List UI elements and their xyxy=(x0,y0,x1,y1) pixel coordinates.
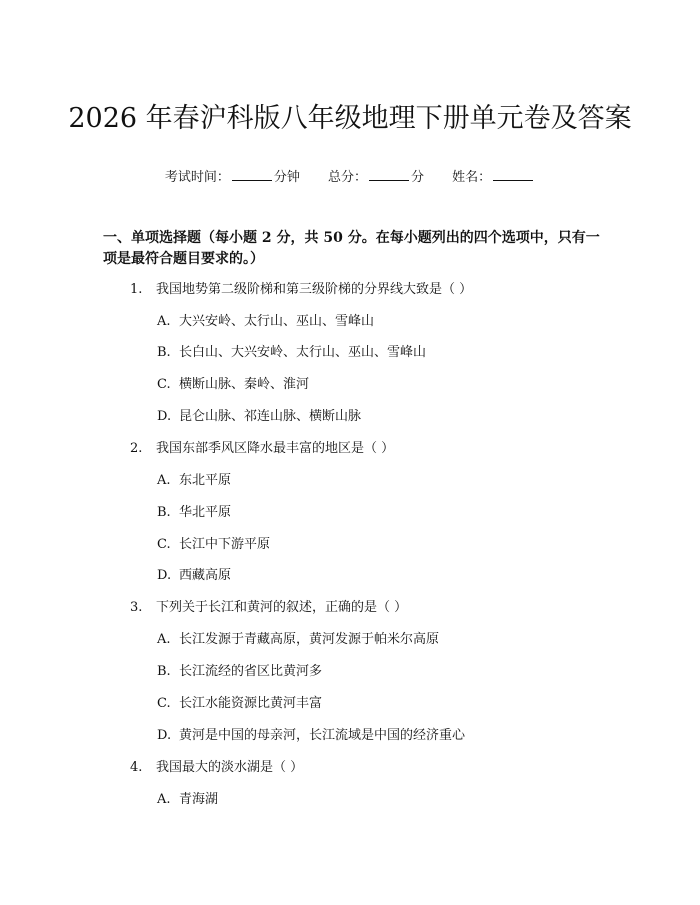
option-letter: B. xyxy=(157,345,171,360)
score-unit: 分 xyxy=(411,170,425,185)
option-text: 青海湖 xyxy=(179,792,219,807)
option-text: 长江发源于青藏高原，黄河发源于帕米尔高原 xyxy=(179,632,440,647)
option-1c xyxy=(157,376,309,394)
option-1a xyxy=(157,313,374,331)
option-2d xyxy=(157,567,231,585)
question-text: 我国最大的淡水湖是（ ） xyxy=(156,760,304,775)
option-letter: B. xyxy=(157,505,171,520)
page-title: 2026 年春沪科版八年级地理下册单元卷及答案 xyxy=(68,103,632,135)
option-2b xyxy=(157,504,231,522)
score-label: 总分： xyxy=(327,170,367,185)
option-text: 长江中下游平原 xyxy=(179,537,271,552)
name-field xyxy=(452,168,535,187)
exam-meta xyxy=(0,168,700,187)
option-2a xyxy=(157,472,231,490)
option-text: 华北平原 xyxy=(179,505,232,520)
option-letter: C. xyxy=(157,537,171,552)
option-3c xyxy=(157,695,322,713)
question-number: 2. xyxy=(130,441,143,456)
option-text: 长江流经的省区比黄河多 xyxy=(179,664,323,679)
option-text: 东北平原 xyxy=(179,473,232,488)
question-1 xyxy=(130,281,472,299)
question-number: 4. xyxy=(130,760,143,775)
option-3a xyxy=(157,631,439,649)
name-blank xyxy=(493,168,533,181)
option-text: 黄河是中国的母亲河，长江流域是中国的经济重心 xyxy=(179,728,466,743)
option-text: 横断山脉、秦岭、淮河 xyxy=(179,377,310,392)
question-4 xyxy=(130,759,303,777)
time-blank xyxy=(232,168,272,181)
option-1d xyxy=(157,408,361,426)
option-letter: B. xyxy=(157,664,171,679)
option-letter: C. xyxy=(157,696,171,711)
option-2c xyxy=(157,536,270,554)
score-field xyxy=(328,168,424,187)
option-letter: D. xyxy=(157,409,172,424)
option-3d xyxy=(157,727,465,745)
option-3b xyxy=(157,663,322,681)
option-letter: A. xyxy=(157,473,171,488)
option-1b xyxy=(157,344,426,362)
question-2 xyxy=(130,440,394,458)
time-field xyxy=(165,168,300,187)
option-text: 长江水能资源比黄河丰富 xyxy=(179,696,323,711)
section-heading: 一、单项选择题（每小题 2 分，共 50 分。在每小题列出的四个选项中，只有一项是最符合题目要求的。） xyxy=(103,230,600,267)
option-letter: C. xyxy=(157,377,171,392)
option-letter: D. xyxy=(157,728,172,743)
option-text: 长白山、大兴安岭、太行山、巫山、雪峰山 xyxy=(179,345,427,360)
option-4a xyxy=(157,791,218,809)
time-unit: 分钟 xyxy=(273,170,300,185)
question-text: 我国东部季风区降水最丰富的地区是（ ） xyxy=(156,441,395,456)
name-label: 姓名： xyxy=(452,170,492,185)
time-label: 考试时间： xyxy=(164,170,230,185)
question-number: 1. xyxy=(130,282,143,297)
option-letter: A. xyxy=(157,632,171,647)
question-number: 3. xyxy=(130,600,143,615)
option-text: 大兴安岭、太行山、巫山、雪峰山 xyxy=(179,314,375,329)
option-text: 西藏高原 xyxy=(179,568,232,583)
option-letter: A. xyxy=(157,314,171,329)
option-letter: A. xyxy=(157,792,171,807)
question-3 xyxy=(130,599,407,617)
option-letter: D. xyxy=(157,568,172,583)
score-blank xyxy=(369,168,409,181)
question-text: 下列关于长江和黄河的叙述，正确的是（ ） xyxy=(156,600,408,615)
option-text: 昆仑山脉、祁连山脉、横断山脉 xyxy=(179,409,362,424)
question-text: 我国地势第二级阶梯和第三级阶梯的分界线大致是（ ） xyxy=(156,282,473,297)
